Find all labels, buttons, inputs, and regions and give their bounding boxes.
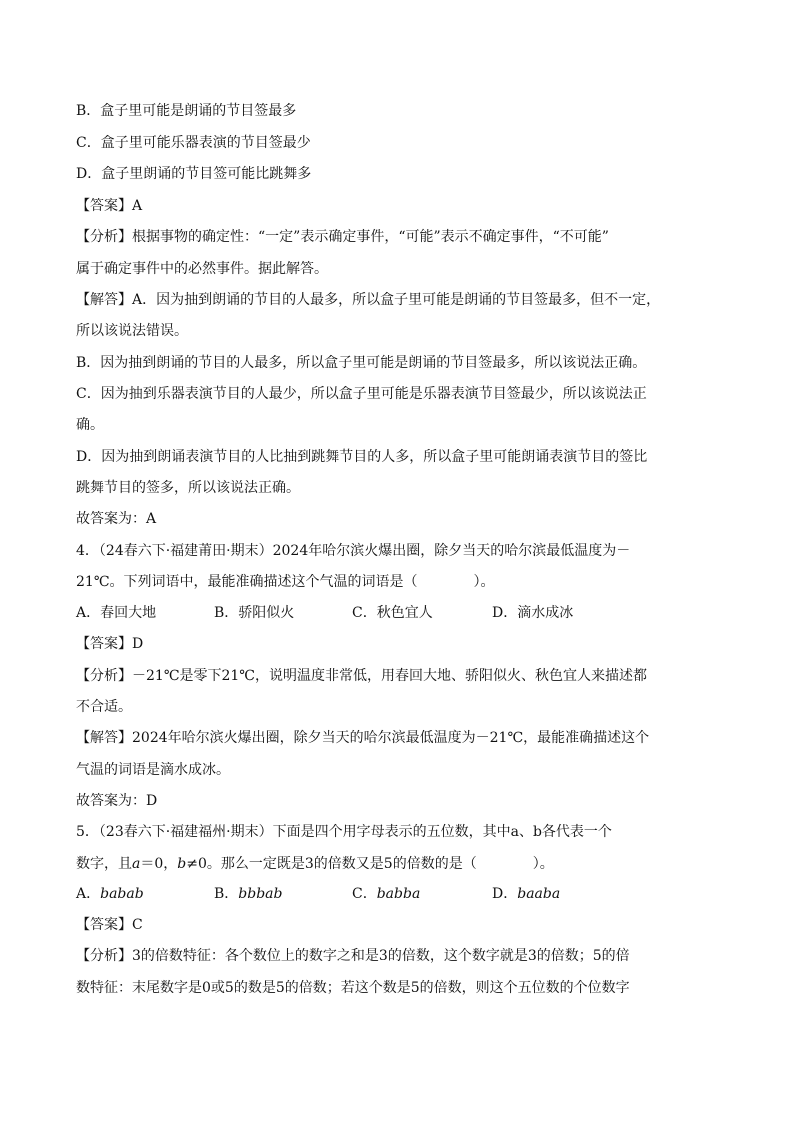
q5-option-label: B． bbox=[214, 886, 239, 902]
q3-option-c: C．盒子里可能乐器表演的节目签最少 bbox=[76, 135, 311, 151]
q3-solution-d: D．因为抽到朗诵表演节目的人比抽到跳舞节目的人多，所以盒子里可能朗诵表演节目的签比 bbox=[76, 449, 648, 465]
q3-analysis-cont: 属于确定事件中的必然事件。据此解答。 bbox=[76, 261, 328, 277]
q5-option-label: D． bbox=[492, 886, 518, 902]
q5-analysis-cont: 数特征：末尾数字是0或5的数是5的倍数；若这个数是5的倍数，则这个五位数的个位数字 bbox=[76, 980, 630, 996]
q3-solution-c-cont: 确。 bbox=[76, 417, 104, 433]
q5-option-value: baaba bbox=[517, 886, 561, 902]
q4-analysis: 【分析】－21℃是零下21℃，说明温度非常低，用春回大地、骄阳似火、秋色宜人来描述都 bbox=[76, 668, 647, 684]
q4-options bbox=[76, 603, 726, 623]
q4-option-a: A．春回大地 bbox=[76, 605, 157, 621]
q5-stem: 5．（23春六下·福建福州·期末）下面是四个用字母表示的五位数，其中a、b各代表一个 bbox=[76, 824, 612, 840]
q4-option-c: C．秋色宜人 bbox=[352, 605, 433, 621]
q5-variable-a: a bbox=[132, 856, 141, 872]
q3-solution-cont: 所以该说法错误。 bbox=[76, 323, 188, 339]
q5-variable-b: b bbox=[177, 856, 187, 872]
q3-final-answer: 故答案为：A bbox=[76, 511, 157, 527]
q5-option-d bbox=[492, 884, 560, 904]
q4-solution-cont: 气温的词语是滴水成冰。 bbox=[76, 762, 230, 778]
q5-option-label: A． bbox=[76, 886, 101, 902]
q4-answer: 【答案】D bbox=[76, 636, 144, 652]
q5-option-value: bbbab bbox=[238, 886, 283, 902]
q4-solution: 【解答】2024年哈尔滨火爆出圈，除夕当天的哈尔滨最低温度为－21℃，最能准确描述这个 bbox=[76, 730, 650, 746]
q5-options bbox=[76, 884, 726, 904]
q4-option-b: B．骄阳似火 bbox=[214, 605, 295, 621]
q3-option-d: D．盒子里朗诵的节目签可能比跳舞多 bbox=[76, 166, 312, 182]
q3-solution: 【解答】A．因为抽到朗诵的节目的人最多，所以盒子里可能是朗诵的节目签最多，但不一定， bbox=[76, 292, 661, 308]
q5-option-value: babba bbox=[376, 886, 421, 902]
q3-answer: 【答案】A bbox=[76, 198, 143, 214]
q3-option-b: B．盒子里可能是朗诵的节目签最多 bbox=[76, 103, 297, 119]
q5-option-label: C． bbox=[352, 886, 377, 902]
q3-analysis: 【分析】根据事物的确定性：“一定”表示确定事件，“可能”表示不确定事件，“不可能” bbox=[76, 229, 609, 245]
q5-stem-cont bbox=[76, 854, 726, 874]
q5-answer: 【答案】C bbox=[76, 917, 143, 933]
q5-option-b bbox=[214, 884, 352, 904]
q5-option-c bbox=[352, 884, 492, 904]
q5-stem-text: ＝0， bbox=[140, 856, 178, 872]
q3-solution-c: C．因为抽到乐器表演节目的人最少，所以盒子里可能是乐器表演节目签最少，所以该说法正 bbox=[76, 386, 647, 402]
q4-final-answer: 故答案为：D bbox=[76, 793, 158, 809]
q4-option-d: D．滴水成冰 bbox=[492, 605, 574, 621]
q4-analysis-cont: 不合适。 bbox=[76, 699, 132, 715]
q5-analysis: 【分析】3的倍数特征：各个数位上的数字之和是3的倍数，这个数字就是3的倍数；5的倍 bbox=[76, 948, 630, 964]
q5-stem-text: 数字，且 bbox=[76, 856, 132, 872]
q3-solution-d-cont: 跳舞节目的签多，所以该说法正确。 bbox=[76, 480, 300, 496]
q5-option-value: babab bbox=[100, 886, 144, 902]
q4-stem: 4．（24春六下·福建莆田·期末）2024年哈尔滨火爆出圈，除夕当天的哈尔滨最低温度为－ bbox=[76, 543, 631, 559]
q5-option-a bbox=[76, 884, 214, 904]
q5-stem-text: ≠0。那么一定既是3的倍数又是5的倍数的是（ ）。 bbox=[186, 856, 554, 872]
q4-stem-cont: 21℃。下列词语中，最能准确描述这个气温的词语是（ ）。 bbox=[76, 574, 495, 590]
q3-solution-b: B．因为抽到朗诵的节目的人最多，所以盒子里可能是朗诵的节目签最多，所以该说法正确。 bbox=[76, 355, 647, 371]
